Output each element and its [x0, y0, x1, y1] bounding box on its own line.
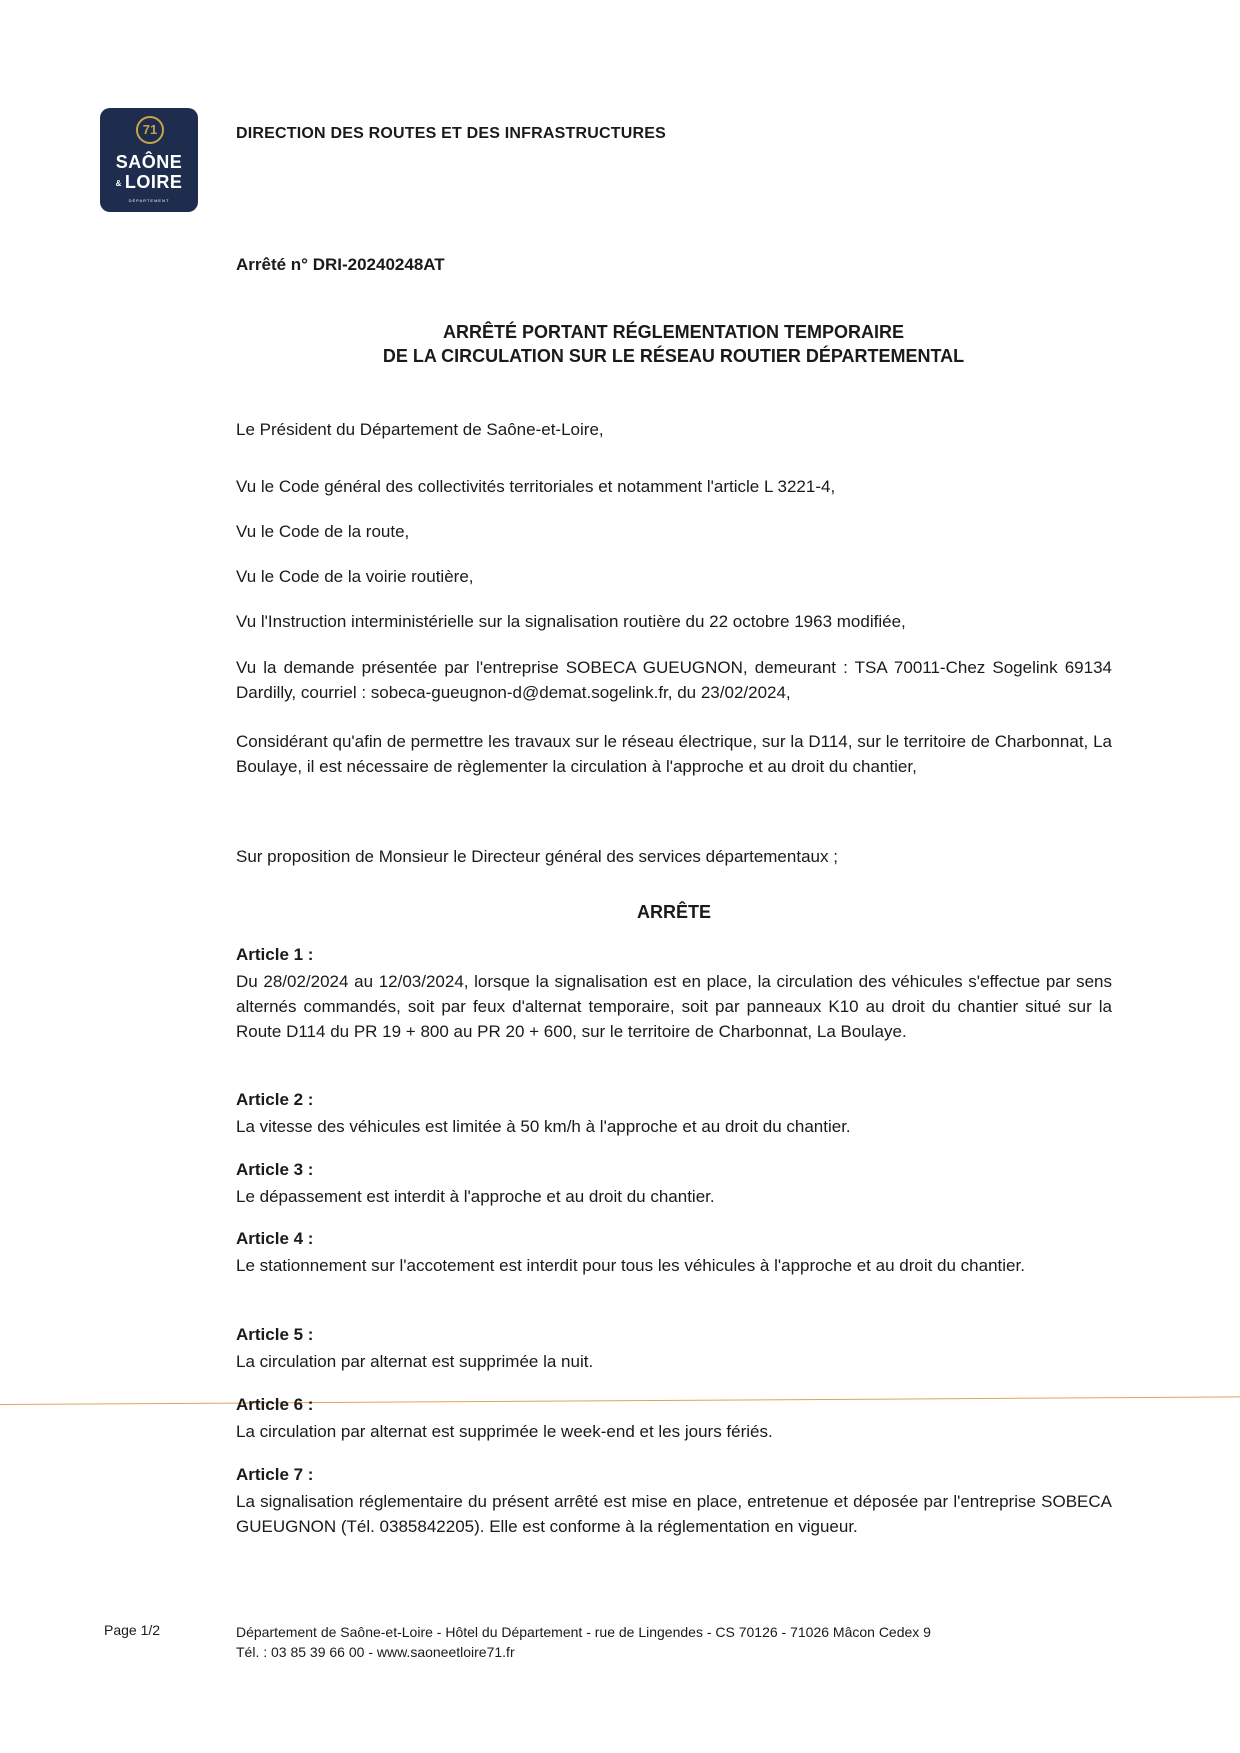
- vu-line-1: Vu le Code général des collectivités territoriales et notamment l'article L 3221-4,: [236, 477, 836, 496]
- vu-line-2: Vu le Code de la route,: [236, 522, 410, 541]
- article-2-text: La vitesse des véhicules est limitée à 50 km/h à l'approche et au droit du chantier.: [236, 1117, 851, 1136]
- article-5-label: Article 5 :: [236, 1325, 314, 1344]
- logo-text-bottom: LOIRE: [124, 172, 183, 192]
- vu-line-4: Vu l'Instruction interministérielle sur la signalisation routière du 22 octobre 1963 modifiée,: [236, 612, 906, 631]
- arrete-number: Arrêté n° DRI-20240248AT: [236, 255, 445, 274]
- proposition-line: Sur proposition de Monsieur le Directeur général des services départementaux ;: [236, 847, 838, 866]
- title-line-2: DE LA CIRCULATION SUR LE RÉSEAU ROUTIER DÉPARTEMENTAL: [382, 346, 965, 366]
- department-logo: [100, 108, 198, 212]
- footer-address: [236, 1622, 931, 1662]
- article-6-label: Article 6 :: [236, 1395, 314, 1414]
- article-3-text: Le dépassement est interdit à l'approche et au droit du chantier.: [236, 1187, 715, 1206]
- footer-address-line: Département de Saône-et-Loire - Hôtel du Département - rue de Lingendes - CS 70126 - 71026 Mâcon Cedex 9: [236, 1624, 931, 1640]
- president-line: Le Président du Département de Saône-et-Loire,: [236, 420, 604, 439]
- article-4-text: Le stationnement sur l'accotement est interdit pour tous les véhicules à l'approche et au droit du chantier.: [236, 1256, 1025, 1275]
- document-title: [236, 320, 1111, 368]
- logo-text-bottom-wrap: [100, 172, 198, 193]
- article-3-label: Article 3 :: [236, 1160, 314, 1179]
- article-1-text: Du 28/02/2024 au 12/03/2024, lorsque la signalisation est en place, la circulation des véhicules s'effectue par sens alternés commandés, soit par feux d'alternat temporaire, soit par panneaux K10 au droit du chantier situé sur la Route D114 du PR 19 + 800 au PR 20 + 600, sur le territoire de Charbonnat, La Boulaye.: [236, 972, 1112, 1041]
- article-5-text: La circulation par alternat est supprimée la nuit.: [236, 1352, 594, 1371]
- logo-text-top: SAÔNE: [115, 152, 183, 172]
- vu-line-5: Vu la demande présentée par l'entreprise SOBECA GUEUGNON, demeurant : TSA 70011-Chez Sogelink 69134 Dardilly, courriel : sobeca-gueugnon-d@demat.sogelink.fr, du 23/02/2024,: [236, 658, 1112, 702]
- arrete-heading: ARRÊTE: [636, 902, 711, 922]
- article-1-label: Article 1 :: [236, 945, 314, 964]
- considerant-paragraph: Considérant qu'afin de permettre les travaux sur le réseau électrique, sur la D114, sur le territoire de Charbonnat, La Boulaye, il est nécessaire de règlementer la circulation à l'approche et au droit du chantier,: [236, 732, 1112, 776]
- footer-contact-line: Tél. : 03 85 39 66 00 - www.saoneetloire71.fr: [236, 1644, 515, 1660]
- logo-amp: &: [115, 178, 122, 188]
- logo-subtitle: DÉPARTEMENT: [128, 198, 170, 203]
- title-line-1: ARRÊTÉ PORTANT RÉGLEMENTATION TEMPORAIRE: [443, 322, 904, 342]
- article-7-text: La signalisation réglementaire du présent arrêté est mise en place, entretenue et déposée par l'entreprise SOBECA GUEUGNON (Tél. 0385842205). Elle est conforme à la réglementation en vigueur.: [236, 1492, 1112, 1536]
- article-6-text: La circulation par alternat est supprimée le week-end et les jours fériés.: [236, 1422, 773, 1441]
- vu-line-3: Vu le Code de la voirie routière,: [236, 567, 474, 586]
- logo-emblem-icon: 71: [136, 116, 164, 144]
- direction-heading: DIRECTION DES ROUTES ET DES INFRASTRUCTURES: [236, 125, 666, 142]
- article-4-label: Article 4 :: [236, 1229, 314, 1248]
- article-7-label: Article 7 :: [236, 1465, 314, 1484]
- page-number: Page 1/2: [104, 1622, 161, 1638]
- fold-line: [0, 1396, 1240, 1405]
- article-2-label: Article 2 :: [236, 1090, 314, 1109]
